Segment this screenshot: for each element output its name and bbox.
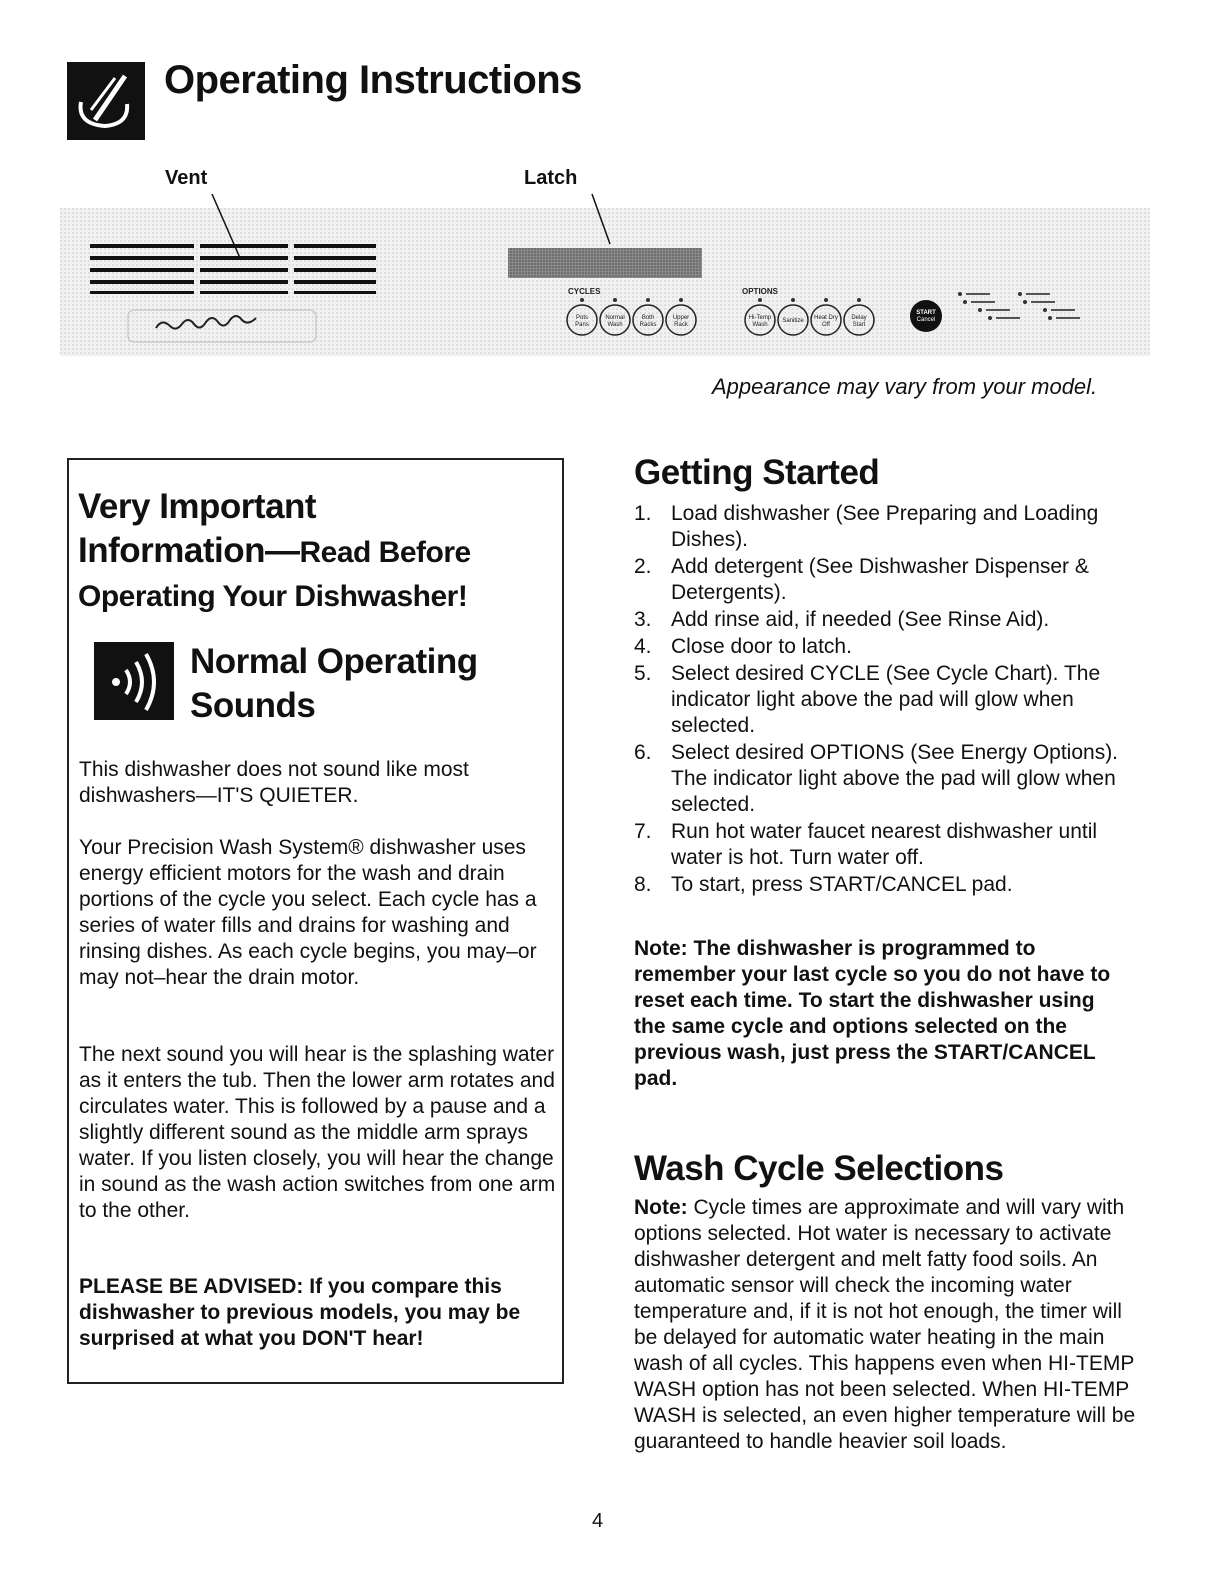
svg-text:Wash: Wash — [607, 322, 623, 328]
svg-text:Wash: Wash — [752, 322, 768, 328]
advisory-paragraph: PLEASE BE ADVISED: If you compare this dishwasher to previous models, you may be surprised at what you DON'T hear! — [79, 1275, 521, 1350]
dishwasher-check-icon — [67, 62, 145, 140]
step-item: 5. Select desired CYCLE (See Cycle Chart). The indicator light above the pad will glow when selected. — [634, 662, 1101, 737]
svg-text:Normal: Normal — [605, 315, 625, 321]
svg-text:Start: Start — [852, 322, 866, 328]
splashing-paragraph: The next sound you will hear is the splashing water as it enters the tub. Then the lower arm rotates and circulates water. This is followed by a pause and a slightly different sound as the middle arm sprays water. If you listen closely, you will hear the change in sound as the wash action switches from one arm to the other. — [79, 1043, 556, 1222]
svg-text:Pans: Pans — [575, 322, 589, 328]
svg-text:Hi-Temp: Hi-Temp — [748, 315, 772, 321]
svg-text:Delay: Delay — [851, 315, 867, 321]
wash-cycle-heading: Wash Cycle Selections — [634, 1149, 1004, 1188]
getting-started-steps — [634, 501, 1144, 899]
svg-text:Sanitize: Sanitize — [782, 318, 804, 324]
step-item: 8. To start, press START/CANCEL pad. — [634, 873, 1013, 896]
step-item: 2. Add detergent (See Dishwasher Dispenser & Detergents). — [634, 555, 1089, 604]
quieter-paragraph: This dishwasher does not sound like most dishwashers—IT'S QUIETER. — [79, 758, 469, 807]
step-item: 4. Close door to latch. — [634, 635, 852, 658]
svg-text:Off: Off — [822, 322, 830, 328]
important-info-heading: Very Important Information—Read Before Operating Your Dishwasher! — [78, 487, 471, 613]
svg-text:Upper: Upper — [672, 315, 690, 321]
svg-text:Rack: Rack — [674, 322, 688, 328]
control-panel-illustration — [60, 188, 1150, 368]
page-title: Operating Instructions — [164, 58, 582, 102]
svg-text:Heat Dry: Heat Dry — [814, 315, 838, 321]
wash-cycle-note: Note: Cycle times are approximate and will vary with options selected. Hot water is necessary to activate dishwasher detergent and melt fatty food soils. An automatic sensor will check the incoming water temperature and, if it is not hot enough, the timer will be delayed for automatic water heating in the main wash of all cycles. This happens even when HI-TEMP WASH option has not been selected. When HI-TEMP WASH is selected, an even higher temperature will be guaranteed to handle heavier soil loads. — [634, 1196, 1136, 1453]
getting-started-heading: Getting Started — [634, 453, 880, 492]
appearance-caption: Appearance may vary from your model. — [712, 374, 1098, 399]
svg-text:Both: Both — [641, 315, 655, 321]
svg-text:Pots: Pots — [575, 315, 589, 321]
step-item: 1. Load dishwasher (See Preparing and Loading Dishes). — [634, 502, 1099, 551]
motors-paragraph: Your Precision Wash System® dishwasher uses energy efficient motors for the wash and drain portions of the cycle you select. Each cycle has a series of water fills and drains for washing and rinsing dishes. As each cycle begins, you may–or may not–hear the drain motor. — [79, 836, 537, 989]
svg-text:Racks: Racks — [639, 322, 657, 328]
page-number: 4 — [592, 1510, 604, 1532]
step-item: 3. Add rinse aid, if needed (See Rinse Aid). — [634, 608, 1050, 631]
vent-label: Vent — [165, 167, 208, 189]
svg-text:START: START — [916, 310, 936, 316]
latch-label: Latch — [524, 167, 578, 189]
step-item: 7. Run hot water faucet nearest dishwasher until water is hot. Turn water off. — [634, 820, 1098, 869]
sound-waves-icon — [94, 642, 174, 720]
step-item: 6. Select desired OPTIONS (See Energy Options). The indicator light above the pad will glow when selected. — [634, 741, 1119, 816]
svg-text:Cancel: Cancel — [916, 317, 936, 323]
svg-text:CYCLES: CYCLES — [568, 287, 601, 296]
normal-sounds-heading: Normal Operating Sounds — [190, 642, 478, 725]
svg-text:OPTIONS: OPTIONS — [742, 287, 779, 296]
last-cycle-note: Note: The dishwasher is programmed to remember your last cycle so you do not have to reset each time. To start the dishwasher using the same cycle and options selected on the previous wash, just press the START/CANCEL pad. — [634, 937, 1111, 1090]
